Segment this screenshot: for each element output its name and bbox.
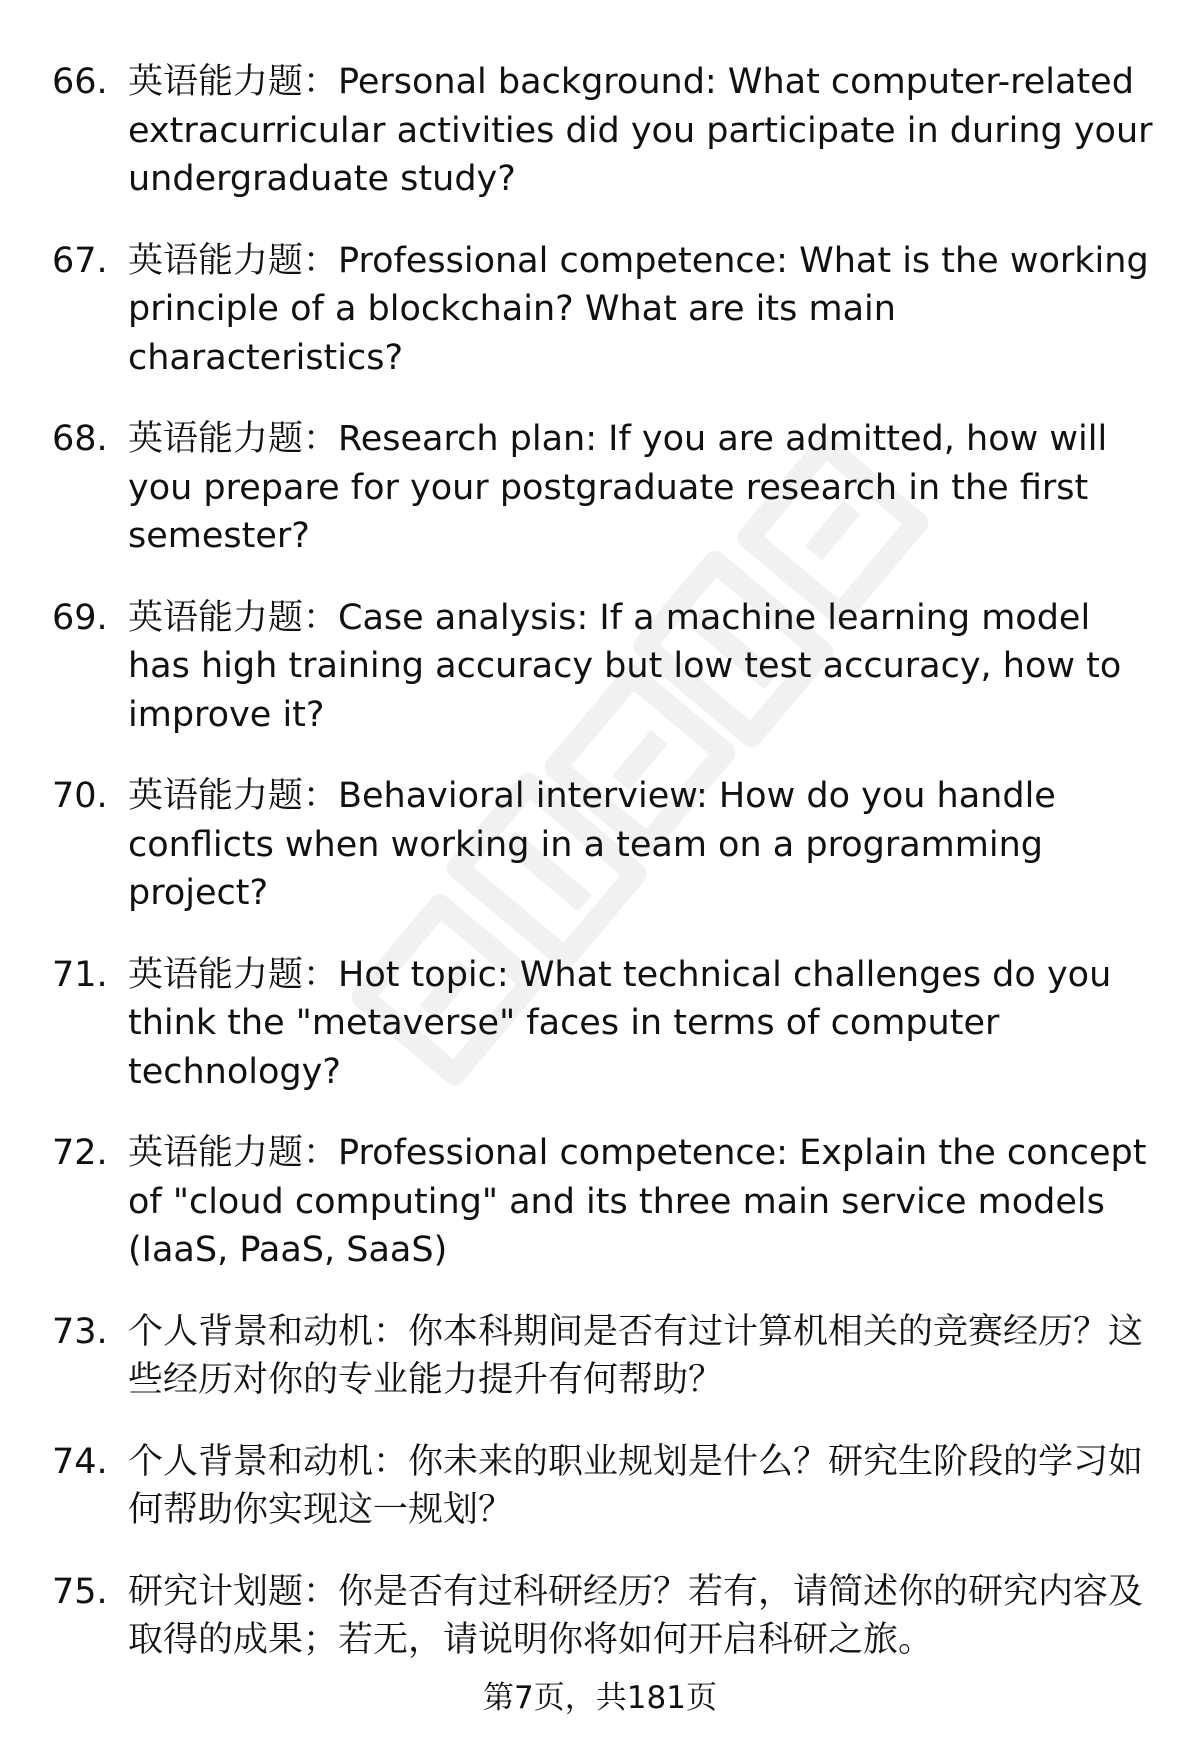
list-item [0, 1129, 1200, 1275]
list-item [0, 415, 1200, 561]
list-item [0, 1438, 1200, 1535]
question-text: 英语能力题：Behavioral interview: How do you handle conflicts when working in a team on a programming project? [128, 776, 1056, 913]
question-number: 73. [52, 1311, 108, 1352]
question-list [0, 58, 1200, 1698]
question-number: 74. [52, 1441, 108, 1482]
question-text: 英语能力题：Case analysis: If a machine learning model has high training accuracy but low test accuracy, how to improve it? [128, 597, 1122, 735]
list-item [0, 772, 1200, 918]
question-text: 研究计划题：你是否有过科研经历？若有，请简述你的研究内容及取得的成果；若无，请说明你将如何开启科研之旅。 [128, 1571, 1144, 1660]
question-number: 70. [52, 776, 108, 816]
question-text: 英语能力题：Professional competence: Explain the concept of "cloud computing" and its three main service models (IaaS, PaaS, SaaS) [128, 1133, 1147, 1270]
page-number-label: 第7页，共181页 [483, 1680, 717, 1716]
list-item [0, 1308, 1200, 1405]
list-item [0, 237, 1200, 383]
question-number: 75. [52, 1571, 108, 1612]
question-text: 英语能力题：Research plan: If you are admitted, how will you prepare for your postgraduate research in the first semester? [128, 419, 1108, 556]
question-number: 66. [52, 62, 108, 102]
question-text: 英语能力题：Personal background: What computer-related extracurricular activities did you participate in during your undergraduate study? [128, 62, 1153, 199]
question-number: 72. [52, 1133, 108, 1173]
question-number: 71. [52, 954, 108, 995]
page-footer [0, 1678, 1200, 1718]
list-item [0, 951, 1200, 1097]
list-item [0, 594, 1200, 740]
question-text: 英语能力题：Hot topic: What technical challenges do you think the "metaverse" faces in terms of computer technology? [128, 954, 1112, 1092]
question-number: 68. [52, 419, 108, 459]
question-number: 67. [52, 240, 108, 281]
question-text: 个人背景和动机：你未来的职业规划是什么？研究生阶段的学习如何帮助你实现这一规划？ [128, 1441, 1144, 1530]
question-number: 69. [52, 597, 108, 638]
question-text: 个人背景和动机：你本科期间是否有过计算机相关的竞赛经历？这些经历对你的专业能力提升有何帮助？ [128, 1311, 1144, 1400]
list-item [0, 1568, 1200, 1665]
question-text: 英语能力题：Professional competence: What is the working principle of a blockchain? What are its main characteristics? [128, 240, 1149, 378]
list-item [0, 58, 1200, 204]
